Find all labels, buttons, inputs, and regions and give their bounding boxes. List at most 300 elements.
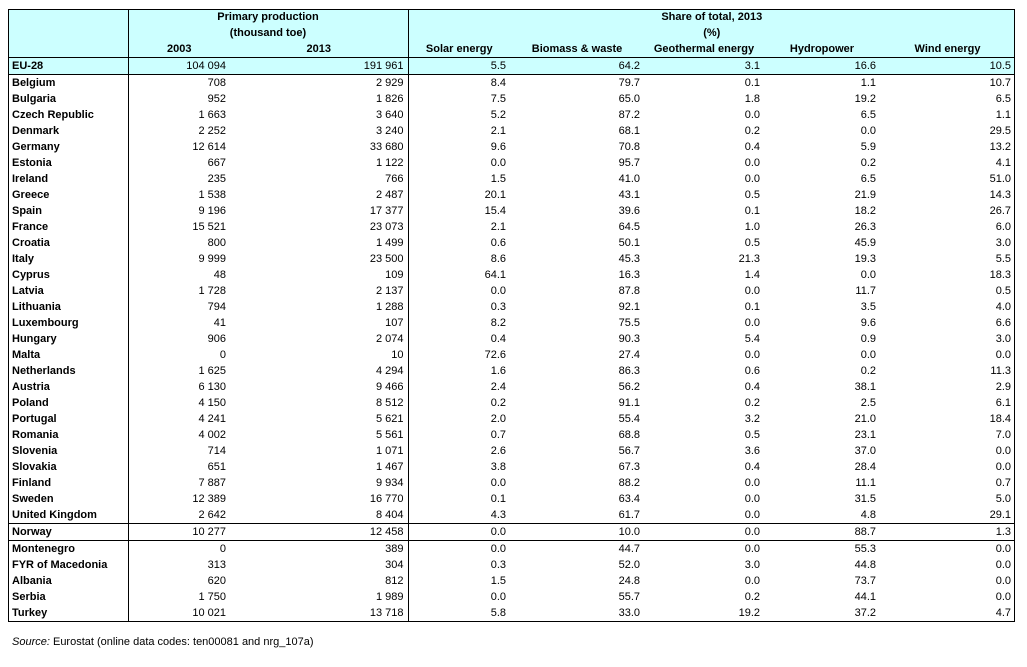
value-cell-geo: 0.1 [744,300,760,313]
value-cell-wind: 4.0 [995,300,1011,313]
country-cell: EU-28 [8,58,128,75]
value-cell-geo: 3.0 [744,558,760,571]
header-row-2 [8,25,1015,41]
value-cell-geo: 0.0 [744,316,760,329]
value-cell-p2013: 2 487 [375,188,404,201]
value-cell-hydro: 73.7 [854,574,876,587]
country-cell: Hungary [12,332,57,345]
value-cell-p2013: 3 640 [375,108,404,121]
table-row [8,411,1015,427]
value-cell-p2003: 800 [128,235,230,251]
value-cell-p2003: 0 [128,347,230,363]
value-cell-hydro: 19.2 [854,92,876,105]
table-row [8,427,1015,443]
value-cell-wind: 0.0 [995,558,1011,571]
country-cell: Ireland [12,172,49,185]
renewable-energy-table [8,9,1015,622]
table-row [8,589,1015,605]
country-cell: Slovenia [12,444,58,457]
value-cell-p2003: 12 389 [128,491,230,507]
value-cell-p2013: 1 989 [375,590,404,603]
country-cell: Denmark [12,124,60,137]
country-cell: Poland [12,396,49,409]
value-cell-geo: 3.1 [644,58,764,75]
value-cell-p2003: 235 [128,171,230,187]
country-cell: Lithuania [12,300,61,313]
table-row [8,507,1015,524]
value-cell-p2003: 48 [128,267,230,283]
value-cell-biomass: 64.5 [618,220,640,233]
value-cell-solar: 2.1 [408,219,510,235]
value-cell-wind: 29.1 [989,508,1011,521]
value-cell-solar: 0.6 [408,235,510,251]
value-cell-p2013: 23 073 [369,220,404,233]
value-cell-geo: 1.0 [744,220,760,233]
col-header-wind: Wind energy [880,41,1015,58]
value-cell-geo: 0.0 [744,108,760,121]
value-cell-solar: 0.7 [408,427,510,443]
value-cell-solar: 1.6 [408,363,510,379]
value-cell-p2003: 794 [128,299,230,315]
value-cell-geo: 21.3 [738,252,760,265]
value-cell-p2013: 1 467 [375,460,404,473]
value-cell-geo: 0.6 [744,364,760,377]
value-cell-wind: 4.1 [995,156,1011,169]
value-cell-wind: 0.7 [995,476,1011,489]
country-cell: Turkey [8,605,128,622]
primary-production-unit: (thousand toe) [128,25,408,41]
value-cell-wind: 2.9 [995,380,1011,393]
header-row-1 [8,9,1015,25]
value-cell-wind: 1.1 [995,108,1011,121]
country-cell: Sweden [12,492,54,505]
col-header-2003: 2003 [128,41,230,58]
value-cell-wind: 0.5 [995,284,1011,297]
value-cell-hydro: 45.9 [854,236,876,249]
value-cell-solar: 2.4 [408,379,510,395]
value-cell-wind: 5.5 [995,252,1011,265]
value-cell-hydro: 37.0 [854,444,876,457]
value-cell-hydro: 21.0 [854,412,876,425]
value-cell-geo: 1.8 [744,92,760,105]
value-cell-p2003: 313 [128,557,230,573]
value-cell-geo: 0.0 [744,172,760,185]
value-cell-p2003: 714 [128,443,230,459]
value-cell-solar: 4.3 [408,507,510,524]
value-cell-geo: 0.0 [744,156,760,169]
value-cell-solar: 15.4 [408,203,510,219]
value-cell-wind: 0.0 [995,444,1011,457]
value-cell-geo: 0.0 [744,508,760,521]
country-cell: Serbia [12,590,46,603]
table-row [8,315,1015,331]
value-cell-hydro: 88.7 [764,524,880,541]
value-cell-hydro: 0.9 [860,332,876,345]
value-cell-p2003: 952 [128,91,230,107]
value-cell-geo: 0.2 [744,396,760,409]
value-cell-wind: 5.0 [995,492,1011,505]
energy-table-container [8,9,1015,622]
value-cell-wind: 4.7 [880,605,1015,622]
country-cell: Italy [12,252,35,265]
table-row [8,605,1015,622]
value-cell-hydro: 38.1 [854,380,876,393]
value-cell-p2013: 304 [385,558,404,571]
value-cell-p2013: 8 404 [375,508,404,521]
col-header-solar: Solar energy [408,41,510,58]
value-cell-wind: 29.5 [989,124,1011,137]
value-cell-p2013: 2 074 [375,332,404,345]
country-cell: Malta [12,348,41,361]
value-cell-p2003: 1 663 [128,107,230,123]
value-cell-solar: 0.0 [408,589,510,605]
value-cell-p2003: 104 094 [128,58,230,75]
value-cell-biomass: 56.7 [618,444,640,457]
country-cell: Finland [12,476,52,489]
value-cell-p2013: 33 680 [369,140,404,153]
table-row [8,283,1015,299]
value-cell-p2003: 708 [128,75,230,92]
value-cell-p2003: 7 887 [128,475,230,491]
value-cell-p2003: 1 625 [128,363,230,379]
value-cell-biomass: 33.0 [510,605,644,622]
table-row [8,573,1015,589]
table-row [8,443,1015,459]
value-cell-wind: 7.0 [995,428,1011,441]
value-cell-hydro: 31.5 [854,492,876,505]
table-row [8,107,1015,123]
value-cell-geo: 0.0 [644,524,764,541]
country-cell: Montenegro [8,541,128,558]
value-cell-wind: 0.0 [995,574,1011,587]
country-cell: Bulgaria [12,92,57,105]
value-cell-geo: 3.6 [744,444,760,457]
value-cell-p2013: 109 [385,268,404,281]
value-cell-wind: 26.7 [989,204,1011,217]
country-cell: Cyprus [12,268,50,281]
value-cell-wind: 51.0 [989,172,1011,185]
table-row [8,155,1015,171]
value-cell-solar: 1.5 [408,573,510,589]
country-cell: Belgium [12,76,56,89]
value-cell-p2013: 107 [385,316,404,329]
value-cell-p2003: 1 538 [128,187,230,203]
value-cell-geo: 0.0 [744,492,760,505]
value-cell-solar: 2.6 [408,443,510,459]
col-header-hydro: Hydropower [764,41,880,58]
value-cell-p2003: 4 241 [128,411,230,427]
value-cell-wind: 0.0 [995,348,1011,361]
value-cell-biomass: 67.3 [618,460,640,473]
value-cell-solar: 1.5 [408,171,510,187]
country-cell: Spain [12,204,42,217]
value-cell-biomass: 43.1 [618,188,640,201]
value-cell-hydro: 6.5 [860,108,876,121]
value-cell-biomass: 95.7 [618,156,640,169]
value-cell-biomass: 64.2 [510,58,644,75]
header-blank [8,41,128,58]
value-cell-wind: 6.1 [995,396,1011,409]
value-cell-biomass: 24.8 [618,574,640,587]
value-cell-p2003: 4 002 [128,427,230,443]
value-cell-biomass: 75.5 [618,316,640,329]
value-cell-p2013: 1 826 [375,92,404,105]
table-row [8,347,1015,363]
value-cell-geo: 0.0 [744,348,760,361]
value-cell-hydro: 4.8 [860,508,876,521]
value-cell-wind: 10.7 [989,76,1011,89]
table-row [8,267,1015,283]
value-cell-solar: 72.6 [408,347,510,363]
value-cell-p2013: 4 294 [375,364,404,377]
value-cell-hydro: 16.6 [764,58,880,75]
table-row [8,299,1015,315]
value-cell-p2013: 17 377 [369,204,404,217]
value-cell-solar: 7.5 [408,91,510,107]
table-row [8,219,1015,235]
value-cell-hydro: 21.9 [854,188,876,201]
country-cell: Czech Republic [12,108,94,121]
value-cell-p2003: 4 150 [128,395,230,411]
value-cell-hydro: 5.9 [860,140,876,153]
value-cell-solar: 0.3 [408,557,510,573]
value-cell-biomass: 41.0 [618,172,640,185]
value-cell-geo: 0.0 [744,574,760,587]
value-cell-p2013: 1 499 [375,236,404,249]
value-cell-solar: 0.4 [408,331,510,347]
value-cell-p2013: 12 458 [230,524,408,541]
value-cell-biomass: 16.3 [618,268,640,281]
value-cell-geo: 0.0 [644,541,764,558]
value-cell-hydro: 1.1 [860,76,876,89]
value-cell-p2013: 23 500 [369,252,404,265]
value-cell-p2013: 766 [385,172,404,185]
value-cell-p2003: 906 [128,331,230,347]
value-cell-p2013: 2 929 [375,76,404,89]
value-cell-geo: 0.2 [744,124,760,137]
value-cell-hydro: 19.3 [854,252,876,265]
value-cell-biomass: 92.1 [618,300,640,313]
value-cell-p2013: 812 [385,574,404,587]
value-cell-hydro: 44.1 [854,590,876,603]
value-cell-geo: 0.0 [744,284,760,297]
value-cell-hydro: 9.6 [860,316,876,329]
value-cell-p2013: 3 240 [375,124,404,137]
value-cell-p2003: 1 728 [128,283,230,299]
value-cell-p2003: 41 [128,315,230,331]
header-blank [8,9,128,25]
value-cell-geo: 0.1 [744,204,760,217]
value-cell-solar: 3.8 [408,459,510,475]
value-cell-p2003: 9 196 [128,203,230,219]
value-cell-p2003: 620 [128,573,230,589]
country-cell: Greece [12,188,50,201]
value-cell-wind: 10.5 [880,58,1015,75]
value-cell-p2013: 1 071 [375,444,404,457]
country-cell: Austria [12,380,50,393]
table-row [8,91,1015,107]
value-cell-geo: 0.5 [744,188,760,201]
value-cell-wind: 11.3 [990,364,1011,377]
value-cell-geo: 0.4 [744,380,760,393]
value-cell-p2013: 8 512 [375,396,404,409]
value-cell-wind: 3.0 [995,332,1011,345]
value-cell-p2013: 9 466 [375,380,404,393]
table-row [8,187,1015,203]
value-cell-wind: 6.6 [995,316,1011,329]
value-cell-biomass: 45.3 [618,252,640,265]
value-cell-hydro: 0.0 [860,268,876,281]
value-cell-wind: 18.4 [989,412,1011,425]
value-cell-geo: 5.4 [744,332,760,345]
value-cell-solar: 20.1 [408,187,510,203]
value-cell-solar: 0.2 [408,395,510,411]
source-label: Source: [12,636,50,648]
value-cell-p2013: 5 621 [375,412,404,425]
value-cell-biomass: 44.7 [510,541,644,558]
value-cell-biomass: 87.2 [618,108,640,121]
value-cell-p2003: 651 [128,459,230,475]
col-header-biomass: Biomass & waste [510,41,644,58]
value-cell-hydro: 23.1 [854,428,876,441]
value-cell-wind: 13.2 [989,140,1011,153]
value-cell-p2003: 10 277 [128,524,230,541]
country-cell: United Kingdom [12,508,97,521]
table-row [8,235,1015,251]
table-row [8,171,1015,187]
share-header: Share of total, 2013 [408,9,1015,25]
value-cell-hydro: 0.2 [860,156,876,169]
value-cell-geo: 0.0 [744,476,760,489]
value-cell-biomass: 39.6 [618,204,640,217]
table-row [8,75,1015,92]
country-cell: Germany [12,140,60,153]
header-row-3 [8,41,1015,58]
table-row [8,475,1015,491]
header-blank [8,25,128,41]
table-row [8,123,1015,139]
country-cell: Slovakia [12,460,57,473]
value-cell-geo: 0.4 [744,460,760,473]
value-cell-solar: 8.4 [408,75,510,92]
value-cell-hydro: 44.8 [854,558,876,571]
table-row [8,363,1015,379]
value-cell-hydro: 0.0 [860,348,876,361]
value-cell-hydro: 2.5 [860,396,876,409]
table-row [8,459,1015,475]
table-row [8,139,1015,155]
value-cell-solar: 2.0 [408,411,510,427]
country-cell: FYR of Macedonia [12,558,108,571]
value-cell-wind: 6.0 [995,220,1011,233]
value-cell-geo: 1.4 [744,268,760,281]
value-cell-solar: 0.0 [408,475,510,491]
value-cell-solar: 8.6 [408,251,510,267]
value-cell-solar: 0.0 [408,524,510,541]
value-cell-p2003: 6 130 [128,379,230,395]
country-cell: Portugal [12,412,57,425]
source-text: Eurostat (online data codes: ten00081 and nrg_107a) [49,636,314,648]
value-cell-solar: 5.8 [408,605,510,622]
share-unit: (%) [408,25,1015,41]
value-cell-biomass: 55.7 [618,590,640,603]
value-cell-biomass: 68.8 [618,428,640,441]
value-cell-hydro: 6.5 [860,172,876,185]
table-row [8,524,1015,541]
value-cell-biomass: 56.2 [618,380,640,393]
value-cell-biomass: 68.1 [618,124,640,137]
value-cell-solar: 0.0 [408,283,510,299]
value-cell-wind: 0.0 [880,541,1015,558]
value-cell-hydro: 11.7 [855,284,876,297]
value-cell-geo: 0.1 [744,76,760,89]
value-cell-p2003: 0 [128,541,230,558]
table-row [8,331,1015,347]
value-cell-geo: 0.5 [744,236,760,249]
value-cell-hydro: 0.2 [860,364,876,377]
value-cell-biomass: 50.1 [618,236,640,249]
value-cell-wind: 18.3 [989,268,1011,281]
value-cell-biomass: 27.4 [618,348,640,361]
value-cell-wind: 6.5 [995,92,1011,105]
value-cell-solar: 5.5 [408,58,510,75]
value-cell-solar: 0.3 [408,299,510,315]
col-header-geothermal: Geothermal energy [644,41,764,58]
value-cell-hydro: 26.3 [854,220,876,233]
table-row [8,203,1015,219]
value-cell-geo: 0.5 [744,428,760,441]
value-cell-p2013: 2 137 [375,284,404,297]
source-note [12,636,314,648]
value-cell-hydro: 3.5 [860,300,876,313]
value-cell-biomass: 87.8 [618,284,640,297]
value-cell-hydro: 37.2 [764,605,880,622]
value-cell-biomass: 91.1 [618,396,640,409]
value-cell-p2003: 2 252 [128,123,230,139]
value-cell-solar: 5.2 [408,107,510,123]
value-cell-biomass: 10.0 [510,524,644,541]
country-cell: Latvia [12,284,44,297]
value-cell-biomass: 65.0 [618,92,640,105]
value-cell-hydro: 0.0 [860,124,876,137]
value-cell-geo: 3.2 [744,412,760,425]
table-row [8,395,1015,411]
table-row [8,557,1015,573]
country-cell: Albania [12,574,52,587]
value-cell-solar: 0.1 [408,491,510,507]
value-cell-p2013: 1 122 [375,156,404,169]
table-body [8,58,1015,622]
value-cell-wind: 0.0 [995,590,1011,603]
value-cell-hydro: 28.4 [854,460,876,473]
table-row [8,58,1015,75]
col-header-2013: 2013 [230,41,408,58]
value-cell-biomass: 70.8 [618,140,640,153]
value-cell-wind: 14.3 [989,188,1011,201]
value-cell-biomass: 61.7 [618,508,640,521]
value-cell-p2003: 9 999 [128,251,230,267]
value-cell-p2013: 13 718 [230,605,408,622]
value-cell-p2013: 1 288 [375,300,404,313]
value-cell-p2003: 15 521 [128,219,230,235]
country-cell: Netherlands [12,364,76,377]
value-cell-p2003: 10 021 [128,605,230,622]
value-cell-p2003: 667 [128,155,230,171]
value-cell-biomass: 88.2 [618,476,640,489]
value-cell-geo: 19.2 [644,605,764,622]
value-cell-p2003: 12 614 [128,139,230,155]
value-cell-biomass: 79.7 [618,76,640,89]
